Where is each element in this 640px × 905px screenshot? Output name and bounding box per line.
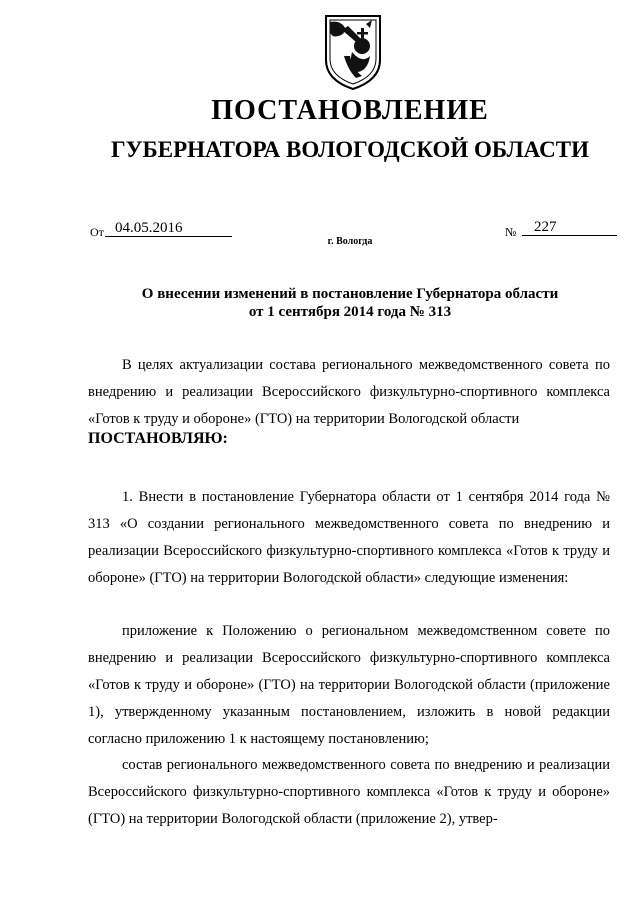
issuer-title: ГУБЕРНАТОРА ВОЛОГОДСКОЙ ОБЛАСТИ: [111, 137, 589, 162]
subject-line-2: от 1 сентября 2014 года № 313: [248, 304, 452, 320]
date-label: От: [90, 225, 104, 239]
item-1b-paragraph: состав регионального межведомственного совета по внедрению и реализации Всероссийского физкультурно-спортивного комплекса «Готов к труду и обороне» (ГТО) на территории Вологодской области (приложение 2), утвер-: [88, 757, 610, 827]
intro-paragraph: В целях актуализации состава регионального межведомственного совета по внедрению и реализации Всероссийского физкультурно-спортивного комплекса «Готов к труду и обороне» (ГТО) на территории Вологодской области: [88, 357, 610, 427]
coat-of-arms-icon: [322, 12, 384, 92]
subject-line-1: О внесении изменений в постановление Губернатора области: [141, 286, 559, 302]
number-label: №: [505, 225, 517, 239]
document-type-title: ПОСТАНОВЛЕНИЕ: [211, 95, 489, 126]
document-subject: [100, 285, 600, 321]
resolve-heading: ПОСТАНОВЛЯЮ:: [88, 430, 228, 447]
number-value: 227: [522, 219, 617, 236]
item-1-paragraph: 1. Внести в постановление Губернатора области от 1 сентября 2014 года № 313 «О создании регионального межведомственного совета по внедрению и реализации Всероссийского физкультурно-спортивного комплекса «Готов к труду и обороне» (ГТО) на территории Вологодской области» следующие изменения:: [88, 489, 610, 586]
item-1a-paragraph: приложение к Положению о региональном межведомственном совете по внедрению и реализации Всероссийского физкультурно-спортивного комплекса «Готов к труду и обороне» (ГТО) на территории Вологодской области (приложение 1), утвержденному указанным постановлением, изложить в новой редакции согласно приложению 1 к настоящему постановлению;: [88, 623, 610, 747]
city-label: г. Вологда: [327, 236, 373, 247]
date-value: 04.05.2016: [105, 220, 232, 237]
